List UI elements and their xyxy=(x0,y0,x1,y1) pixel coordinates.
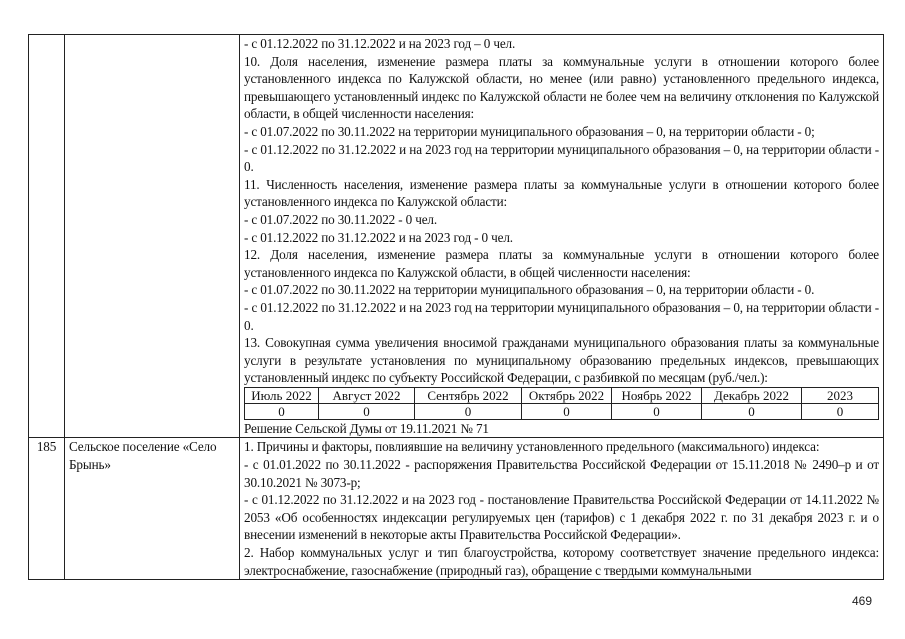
table-row xyxy=(29,438,884,580)
month-value: 0 xyxy=(522,403,612,419)
month-header: Август 2022 xyxy=(319,387,415,403)
paragraph: - с 01.01.2022 по 30.11.2022 - распоряжения Правительства Российской Федерации от 15.11.2018 № 2490–р и от 30.10.2021 № 3073-р; xyxy=(244,457,879,490)
paragraph: 10. Доля населения, изменение размера платы за коммунальные услуги в отношении которого более установленного индекса по Калужской области, но менее (или равно) установленного предельного индекса, превышающего установленный индекс по Калужской области не более чем на величину отклонения по Калужской области, в общей численности населения: xyxy=(244,53,879,122)
row-number: 185 xyxy=(29,438,65,580)
decision-reference: Решение Сельской Думы от 19.11.2021 № 71 xyxy=(244,420,489,436)
paragraph: - с 01.12.2022 по 31.12.2022 и на 2023 год на территории муниципального образования – 0, на территории области - 0. xyxy=(244,141,879,175)
month-header: Декабрь 2022 xyxy=(702,387,802,403)
paragraph: - с 01.12.2022 по 31.12.2022 и на 2023 год - постановление Правительства Российской Федерации от 14.11.2022 № 2053 «Об особенностях индексации регулируемых цен (тарифов) с 1 декабря 2022 г. по 31 декабря 2023 г. и о внесении изменений в некоторые акты Правительства Российской Федерации». xyxy=(244,492,879,543)
paragraph: - с 01.12.2022 по 31.12.2022 и на 2023 год на территории муниципального образования – 0, на территории области - 0. xyxy=(244,299,879,333)
row-details xyxy=(240,438,884,580)
row-number xyxy=(29,35,65,438)
municipality-name: Сельское поселение «Село Брынь» xyxy=(65,438,240,580)
municipality-name xyxy=(65,35,240,438)
month-value: 0 xyxy=(245,403,319,419)
month-value: 0 xyxy=(802,403,879,419)
paragraph: 13. Совокупная сумма увеличения вносимой гражданами муниципального образования платы за коммунальные услуги в результате установления по муниципальному образованию предельных индексов, превышающих установленный индекс по субъекту Российской Федерации, с разбивкой по месяцам (руб./чел.): xyxy=(244,335,879,386)
page-number: 469 xyxy=(851,594,872,609)
paragraph: - с 01.07.2022 по 30.11.2022 на территории муниципального образования – 0, на территории области - 0. xyxy=(244,282,815,298)
month-value: 0 xyxy=(702,403,802,419)
paragraph: 2. Набор коммунальных услуг и тип благоустройства, которому соответствует значение предельного индекса: электроснабжение, газоснабжение (природный газ), обращение с твердыми коммунальными xyxy=(244,545,879,578)
month-header: Июль 2022 xyxy=(245,387,319,403)
paragraph: - с 01.07.2022 по 30.11.2022 на территории муниципального образования – 0, на территории области - 0; xyxy=(244,123,815,139)
paragraph: - с 01.12.2022 по 31.12.2022 и на 2023 год - 0 чел. xyxy=(244,229,513,245)
month-header: 2023 xyxy=(802,387,879,403)
months-header-row xyxy=(245,387,879,403)
month-header: Сентябрь 2022 xyxy=(415,387,522,403)
monthly-sum-table xyxy=(244,387,879,420)
paragraph: 12. Доля населения, изменение размера платы за коммунальные услуги в отношении которого более установленного индекса по Калужской области, в общей численности населения: xyxy=(244,247,879,280)
month-value: 0 xyxy=(319,403,415,419)
table-row xyxy=(29,35,884,438)
paragraph: 1. Причины и факторы, повлиявшие на величину установленного предельного (максимального) индекса: xyxy=(244,439,820,455)
month-header: Октябрь 2022 xyxy=(522,387,612,403)
months-value-row xyxy=(245,403,879,419)
paragraph: - с 01.07.2022 по 30.11.2022 - 0 чел. xyxy=(244,211,437,227)
month-header: Ноябрь 2022 xyxy=(612,387,702,403)
month-value: 0 xyxy=(415,403,522,419)
indices-table xyxy=(28,34,884,580)
paragraph: - с 01.12.2022 по 31.12.2022 и на 2023 год – 0 чел. xyxy=(244,36,516,51)
row-details xyxy=(240,35,884,438)
paragraph: 11. Численность населения, изменение размера платы за коммунальные услуги в отношении которого более установленного индекса по Калужской области: xyxy=(244,176,879,210)
page-content xyxy=(28,34,884,608)
month-value: 0 xyxy=(612,403,702,419)
